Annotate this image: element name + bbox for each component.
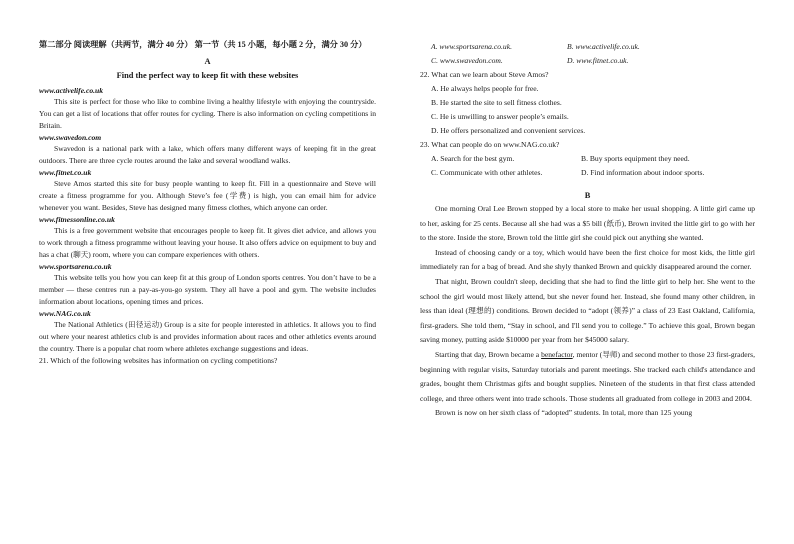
- underlined-word-benefactor: benefactor: [541, 349, 573, 359]
- passage-a-title: Find the perfect way to keep fit with these websites: [116, 71, 299, 80]
- site-description: The National Athletics (田径运动) Group is a site for people interested in athletics. It allows you to find out where your nearest athletics club is and provides information about races and other athletics events around the country. There is a popular chat room where athletes exchange suggestions and ideas.: [39, 320, 376, 353]
- passage-b-paragraph-5: Brown is now on her sixth class of “adopted” students. In total, more than 125 young: [435, 408, 693, 418]
- passage-a-letter: A: [204, 57, 211, 66]
- site-description: This site is perfect for those who like to combine living a healthy lifestyle with enjoying the countryside. You can get a list of locations that offer routes for cycling. There is also information on cycling competitions in Britain.: [39, 97, 376, 130]
- question-23-option-d[interactable]: D. Find information about indoor sports.: [581, 168, 705, 177]
- paragraph-4-lead: Starting that day, Brown became a: [435, 349, 542, 359]
- left-column: [39, 38, 376, 368]
- question-23-option-b[interactable]: B. Buy sports equipment they need.: [581, 154, 690, 163]
- site-url: www.swavedon.com: [39, 133, 102, 142]
- question-23-stem: 23. What can people do on www.NAG.co.uk?: [420, 140, 560, 149]
- passage-b-letter: B: [584, 191, 591, 200]
- question-22-stem: 22. What can we learn about Steve Amos?: [420, 70, 549, 79]
- right-column: [420, 40, 755, 421]
- question-21-options-row-2: [420, 54, 755, 68]
- site-url: www.fitnessonline.co.uk: [39, 215, 115, 224]
- site-url: www.NAG.co.uk: [39, 309, 91, 318]
- passage-b-paragraph-4: [420, 348, 755, 406]
- question-21-options-row-1: [420, 40, 755, 54]
- question-23-option-c[interactable]: C. Communicate with other athletes.: [431, 168, 543, 177]
- question-23-option-a[interactable]: A. Search for the best gym.: [431, 154, 515, 163]
- site-url: www.activelife.co.uk: [39, 86, 104, 95]
- site-url: www.fitnet.co.uk: [39, 168, 92, 177]
- passage-b-paragraph-2: Instead of choosing candy or a toy, which would have been the first choice for most kids, the little girl immediately ran for a bag of bread. And she shyly thanked Brown and quickly disappeared around the corner.: [420, 247, 755, 272]
- question-21-option-c[interactable]: C. www.swavedon.com.: [431, 56, 503, 65]
- site-description: This is a free government website that encourages people to keep fit. It gives diet advice, and allows you to work through a fitness programme without leaving your house. It also offers advice on equipment to buy and has a chat (聊天) room, where you can compare experiences with others.: [39, 226, 376, 259]
- question-21-option-a[interactable]: A. www.sportsarena.co.uk.: [431, 42, 512, 51]
- question-21-stem: 21. Which of the following websites has information on cycling competitions?: [39, 356, 278, 365]
- question-21-option-b[interactable]: B. www.activelife.co.uk.: [567, 42, 640, 51]
- question-23-options-row-1: [420, 152, 755, 166]
- section-header: 第二部分 阅读理解（共两节，满分 40 分） 第一节（共 15 小题，每小题 2 分，满分 30 分）: [39, 40, 367, 49]
- question-22-option-c[interactable]: C. He is unwilling to answer people’s emails.: [431, 112, 569, 121]
- passage-b-paragraph-1: One morning Oral Lee Brown stopped by a local store to make her usual shopping. A little girl came up to her, asking for 25 cents. Because all she had was a $5 bill (纸币), Brown invited the little girl to go with her to the store. Inside the store, Brown told the little girl she could pick out anything she wanted.: [420, 204, 755, 243]
- site-description: This website tells you how you can keep fit at this group of London sports centres. You don’t have to be a member — these centres run a pay-as-you-go system. They all have a pool and gym. The website includes information about locations, opening times and prices.: [39, 273, 376, 306]
- question-23-options-row-2: [420, 166, 755, 180]
- site-description: Swavedon is a national park with a lake, which offers many different ways of keeping fit in the great outdoors. There are three cycle routes around the lake and several woodland walks.: [39, 144, 376, 165]
- site-url: www.sportsarena.co.uk: [39, 262, 112, 271]
- paragraph-4-rest: , mentor (导师) and second mother to those 23 first-graders, beginning with regular visits, Saturday tutorials and parent meetings. She tracked each child's attendance and grades, bought them Christmas gifts and bought supplies. Nineteen of the students in that first class attended college, and three others went into trade schools. Those students all graduated from college in 2003 and 2004.: [420, 349, 755, 403]
- site-description: Steve Amos started this site for busy people wanting to keep fit. Fill in a questionnaire and Steve will create a fitness programme for you. Although Steve’s fee (学费) is high, you can email him for advice whenever you want. Besides, Steve has designed many fitness clothes, which anyone can order.: [39, 179, 376, 212]
- question-22-option-b[interactable]: B. He started the site to sell fitness clothes.: [431, 98, 562, 107]
- passage-b-paragraph-3: That night, Brown couldn't sleep, deciding that she had to find the little girl to help her. She went to the school the girl would most likely attend, but she never found her. Instead, she found many other children, in less than ideal (理想的) conditions. Brown decided to “adopt (领养)” a class of 23 East Oakland, California, first-graders. She told them, “Stay in school, and I'll send you to college.” To achieve this goal, Brown began saving money, putting aside $10000 per year from her $45000 salary.: [420, 276, 755, 345]
- question-22-option-a[interactable]: A. He always helps people for free.: [431, 84, 539, 93]
- question-21-option-d[interactable]: D. www.fitnet.co.uk.: [567, 56, 629, 65]
- question-22-option-d[interactable]: D. He offers personalized and convenient services.: [431, 126, 586, 135]
